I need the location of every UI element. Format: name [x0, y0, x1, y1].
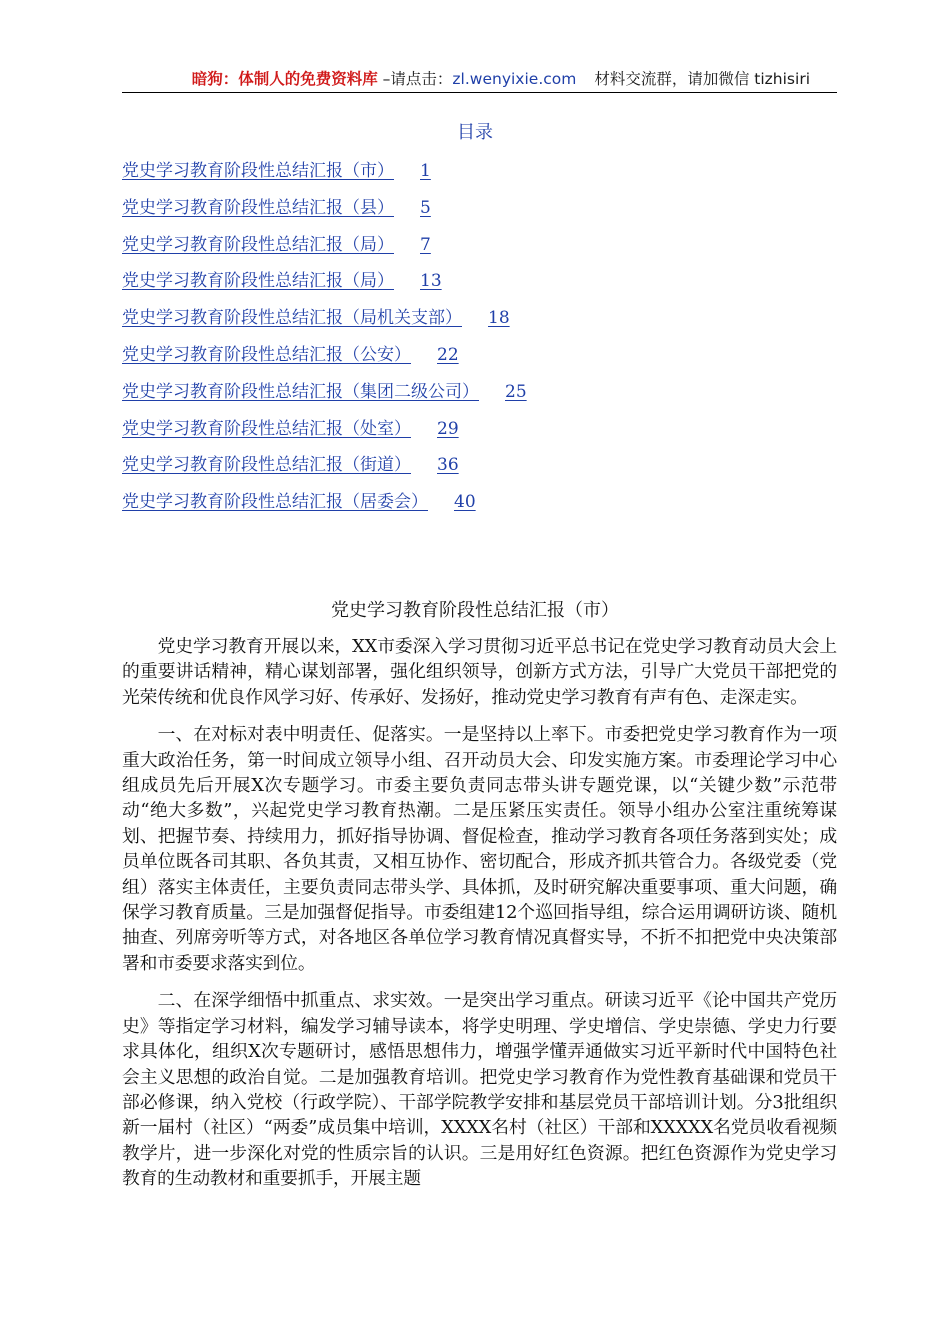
toc-item[interactable] — [122, 195, 527, 232]
toc-item[interactable] — [122, 452, 527, 489]
toc-item[interactable] — [122, 232, 527, 269]
toc-item-page: 5 — [420, 197, 431, 218]
toc-item-label: 党史学习教育阶段性总结汇报（县） — [122, 197, 394, 218]
header-divider — [122, 92, 837, 93]
toc-item-link[interactable] — [122, 235, 431, 255]
body-paragraph: 党史学习教育开展以来，XX市委深入学习贯彻习近平总书记在党史学习教育动员大会上的重要讲话精神，精心谋划部署，强化组织领导，创新方式方法，引导广大党员干部把党的光荣传统和优良作风学习好、传承好、发扬好，推动党史学习教育有声有色、走深走实。 — [122, 636, 837, 708]
toc-item-link[interactable] — [122, 492, 476, 512]
toc-item-label: 党史学习教育阶段性总结汇报（局） — [122, 234, 394, 255]
toc-item-page: 7 — [420, 234, 431, 255]
toc-item-link[interactable] — [122, 161, 431, 181]
toc-item-label: 党史学习教育阶段性总结汇报（处室） — [122, 418, 411, 439]
header-click-prompt: –请点击： — [377, 70, 453, 88]
toc-item-label: 党史学习教育阶段性总结汇报（公安） — [122, 344, 411, 365]
document-body — [122, 634, 837, 1204]
toc-item[interactable] — [122, 416, 527, 453]
header-brand: 暗狗：体制人的免费资料库 — [191, 70, 378, 88]
toc-item-label: 党史学习教育阶段性总结汇报（局机关支部） — [122, 308, 462, 329]
toc-title: 目录 — [457, 122, 493, 143]
toc-item-page: 29 — [437, 418, 459, 439]
table-of-contents — [122, 158, 527, 526]
toc-item[interactable] — [122, 489, 527, 526]
document-title: 党史学习教育阶段性总结汇报（市） — [331, 600, 619, 621]
toc-item-label: 党史学习教育阶段性总结汇报（集团二级公司） — [122, 381, 479, 402]
body-paragraph: 二、在深学细悟中抓重点、求实效。一是突出学习重点。研读习近平《论中国共产党历史》等指定学习材料，编发学习辅导读本，将学史明理、学史增信、学史崇德、学史力行要求具体化，组织X次专题研讨，感悟思想伟力，增强学懂弄通做实习近平新时代中国特色社会主义思想的政治自觉。二是加强教育培训。把党史学习教育作为党性教育基础课和党员干部必修课，纳入党校（行政学院）、干部学院教学安排和基层党员干部培训计划。分3批组织新一届村（社区）“两委”成员集中培训，XXXX名村（社区）干部和XXXXX名党员收看视频教学片，进一步深化对党的性质宗旨的认识。三是用好红色资源。把红色资源作为党史学习教育的生动教材和重要抓手，开展主题 — [122, 990, 837, 1190]
toc-item-page: 36 — [437, 455, 459, 476]
toc-item-page: 40 — [454, 492, 476, 513]
toc-item-label: 党史学习教育阶段性总结汇报（居委会） — [122, 492, 428, 513]
toc-item-link[interactable] — [122, 271, 442, 291]
toc-item-link[interactable] — [122, 382, 527, 402]
toc-item-label: 党史学习教育阶段性总结汇报（街道） — [122, 455, 411, 476]
toc-item-link[interactable] — [122, 455, 459, 475]
toc-item-label: 党史学习教育阶段性总结汇报（局） — [122, 271, 394, 292]
toc-item-link[interactable] — [122, 419, 459, 439]
toc-item-page: 22 — [437, 344, 459, 365]
toc-item-link[interactable] — [122, 345, 459, 365]
body-paragraph: 一、在对标对表中明责任、促落实。一是坚持以上率下。市委把党史学习教育作为一项重大政治任务，第一时间成立领导小组、召开动员大会、印发实施方案。市委理论学习中心组成员先后开展X次专题学习。市委主要负责同志带头讲专题党课，以“关键少数”示范带动“绝大多数”，兴起党史学习教育热潮。二是压紧压实责任。领导小组办公室注重统筹谋划、把握节奏、持续用力，抓好指导协调、督促检查，推动学习教育各项任务落到实处；成员单位既各司其职、各负其责，又相互协作、密切配合，形成齐抓共管合力。各级党委（党组）落实主体责任，主要负责同志带头学、具体抓，及时研究解决重要事项、重大问题，确保学习教育质量。三是加强督促指导。市委组建12个巡回指导组，综合运用调研访谈、随机抽查、列席旁听等方式，对各地区各单位学习教育情况真督实导，不折不扣把党中央决策部署和市委要求落实到位。 — [122, 724, 837, 974]
toc-item-label: 党史学习教育阶段性总结汇报（市） — [122, 161, 394, 181]
toc-item-page: 13 — [420, 271, 442, 292]
header-url-link[interactable]: zl.wenyixie.com — [452, 70, 577, 88]
toc-item-page: 18 — [488, 308, 510, 329]
toc-item[interactable] — [122, 342, 527, 379]
toc-item[interactable] — [122, 379, 527, 416]
toc-item[interactable] — [122, 158, 527, 195]
toc-item-page: 25 — [505, 381, 527, 402]
toc-item-link[interactable] — [122, 198, 431, 218]
header-wechat-note: 材料交流群，请加微信 tizhisiri — [594, 70, 810, 88]
page-header — [122, 68, 810, 90]
toc-item-link[interactable] — [122, 308, 510, 328]
toc-item[interactable] — [122, 305, 527, 342]
toc-item-page: 1 — [420, 161, 431, 181]
toc-item[interactable] — [122, 268, 527, 305]
